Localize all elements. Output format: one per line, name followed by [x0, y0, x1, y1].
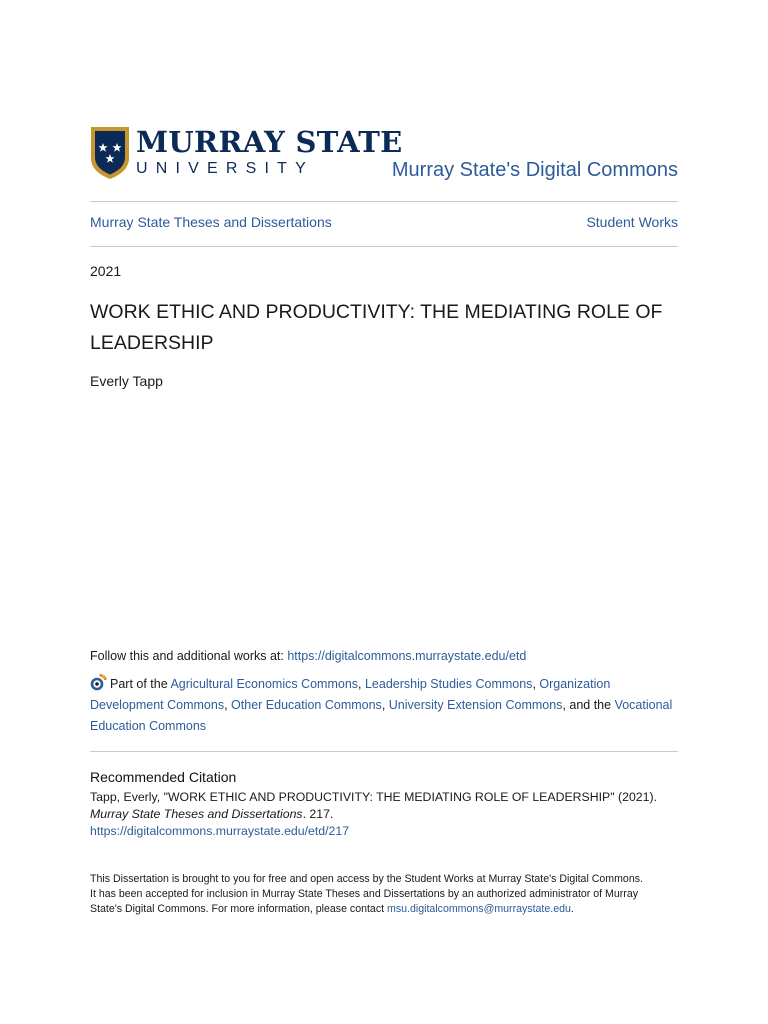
- notice-text: This Dissertation is brought to you for free and open access by the Student Works at Murray State's Digital Commons. It has been accepted for inclusion in Murray State Theses and Dissertations by an authorized administrator of Murray State's Digital Commons. For more information, please contact: [90, 873, 643, 915]
- divider: [90, 246, 678, 247]
- notice-end: .: [570, 902, 574, 915]
- separator: ,: [532, 677, 540, 691]
- collection-url-link[interactable]: https://digitalcommons.murraystate.edu/etd: [287, 649, 527, 663]
- commons-link[interactable]: Other Education Commons: [231, 698, 382, 712]
- access-notice: [90, 872, 650, 916]
- document-title: WORK ETHIC AND PRODUCTIVITY: THE MEDIATING ROLE OF LEADERSHIP: [90, 301, 663, 354]
- digital-commons-link[interactable]: Murray State's Digital Commons: [391, 159, 678, 181]
- citation-body: [90, 789, 680, 840]
- contact-email-link[interactable]: msu.digitalcommons@murraystate.edu: [387, 902, 571, 915]
- citation-heading: Recommended Citation: [90, 769, 237, 785]
- student-works-link[interactable]: Student Works: [586, 214, 678, 230]
- university-logo[interactable]: [136, 126, 403, 179]
- citation-url-link[interactable]: https://digitalcommons.murraystate.edu/etd/217: [90, 824, 350, 838]
- divider: [90, 751, 678, 752]
- publication-year: 2021: [90, 263, 122, 279]
- follow-line: [90, 649, 526, 663]
- commons-link[interactable]: Organization Development Commons: [90, 677, 611, 712]
- separator: , and the: [562, 698, 615, 712]
- citation-number: . 217.: [302, 807, 334, 821]
- separator: ,: [381, 698, 389, 712]
- citation-series: Murray State Theses and Dissertations: [90, 807, 303, 821]
- divider: [90, 201, 678, 202]
- theses-dissertations-link[interactable]: Murray State Theses and Dissertations: [90, 214, 332, 230]
- citation-text: Tapp, Everly, "WORK ETHIC AND PRODUCTIVITY: THE MEDIATING ROLE OF LEADERSHIP" (2021).: [90, 790, 657, 804]
- commons-link[interactable]: University Extension Commons: [388, 698, 563, 712]
- part-of-label: Part of the: [110, 677, 171, 691]
- logo-wordmark: MURRAY STATE: [136, 125, 403, 159]
- commons-link[interactable]: Agricultural Economics Commons: [170, 677, 359, 691]
- logo-subtitle: UNIVERSITY: [136, 160, 315, 177]
- breadcrumb: [90, 214, 678, 230]
- commons-link[interactable]: Leadership Studies Commons: [364, 677, 533, 691]
- page-header: [90, 126, 678, 182]
- author-name: Everly Tapp: [90, 373, 163, 389]
- separator: ,: [224, 698, 232, 712]
- shield-stars-icon: [90, 126, 130, 180]
- commons-link[interactable]: Vocational Education Commons: [90, 698, 673, 733]
- separator: ,: [358, 677, 365, 691]
- part-of-commons: [90, 674, 680, 737]
- open-access-icon[interactable]: [90, 674, 107, 691]
- follow-label: Follow this and additional works at:: [90, 649, 288, 663]
